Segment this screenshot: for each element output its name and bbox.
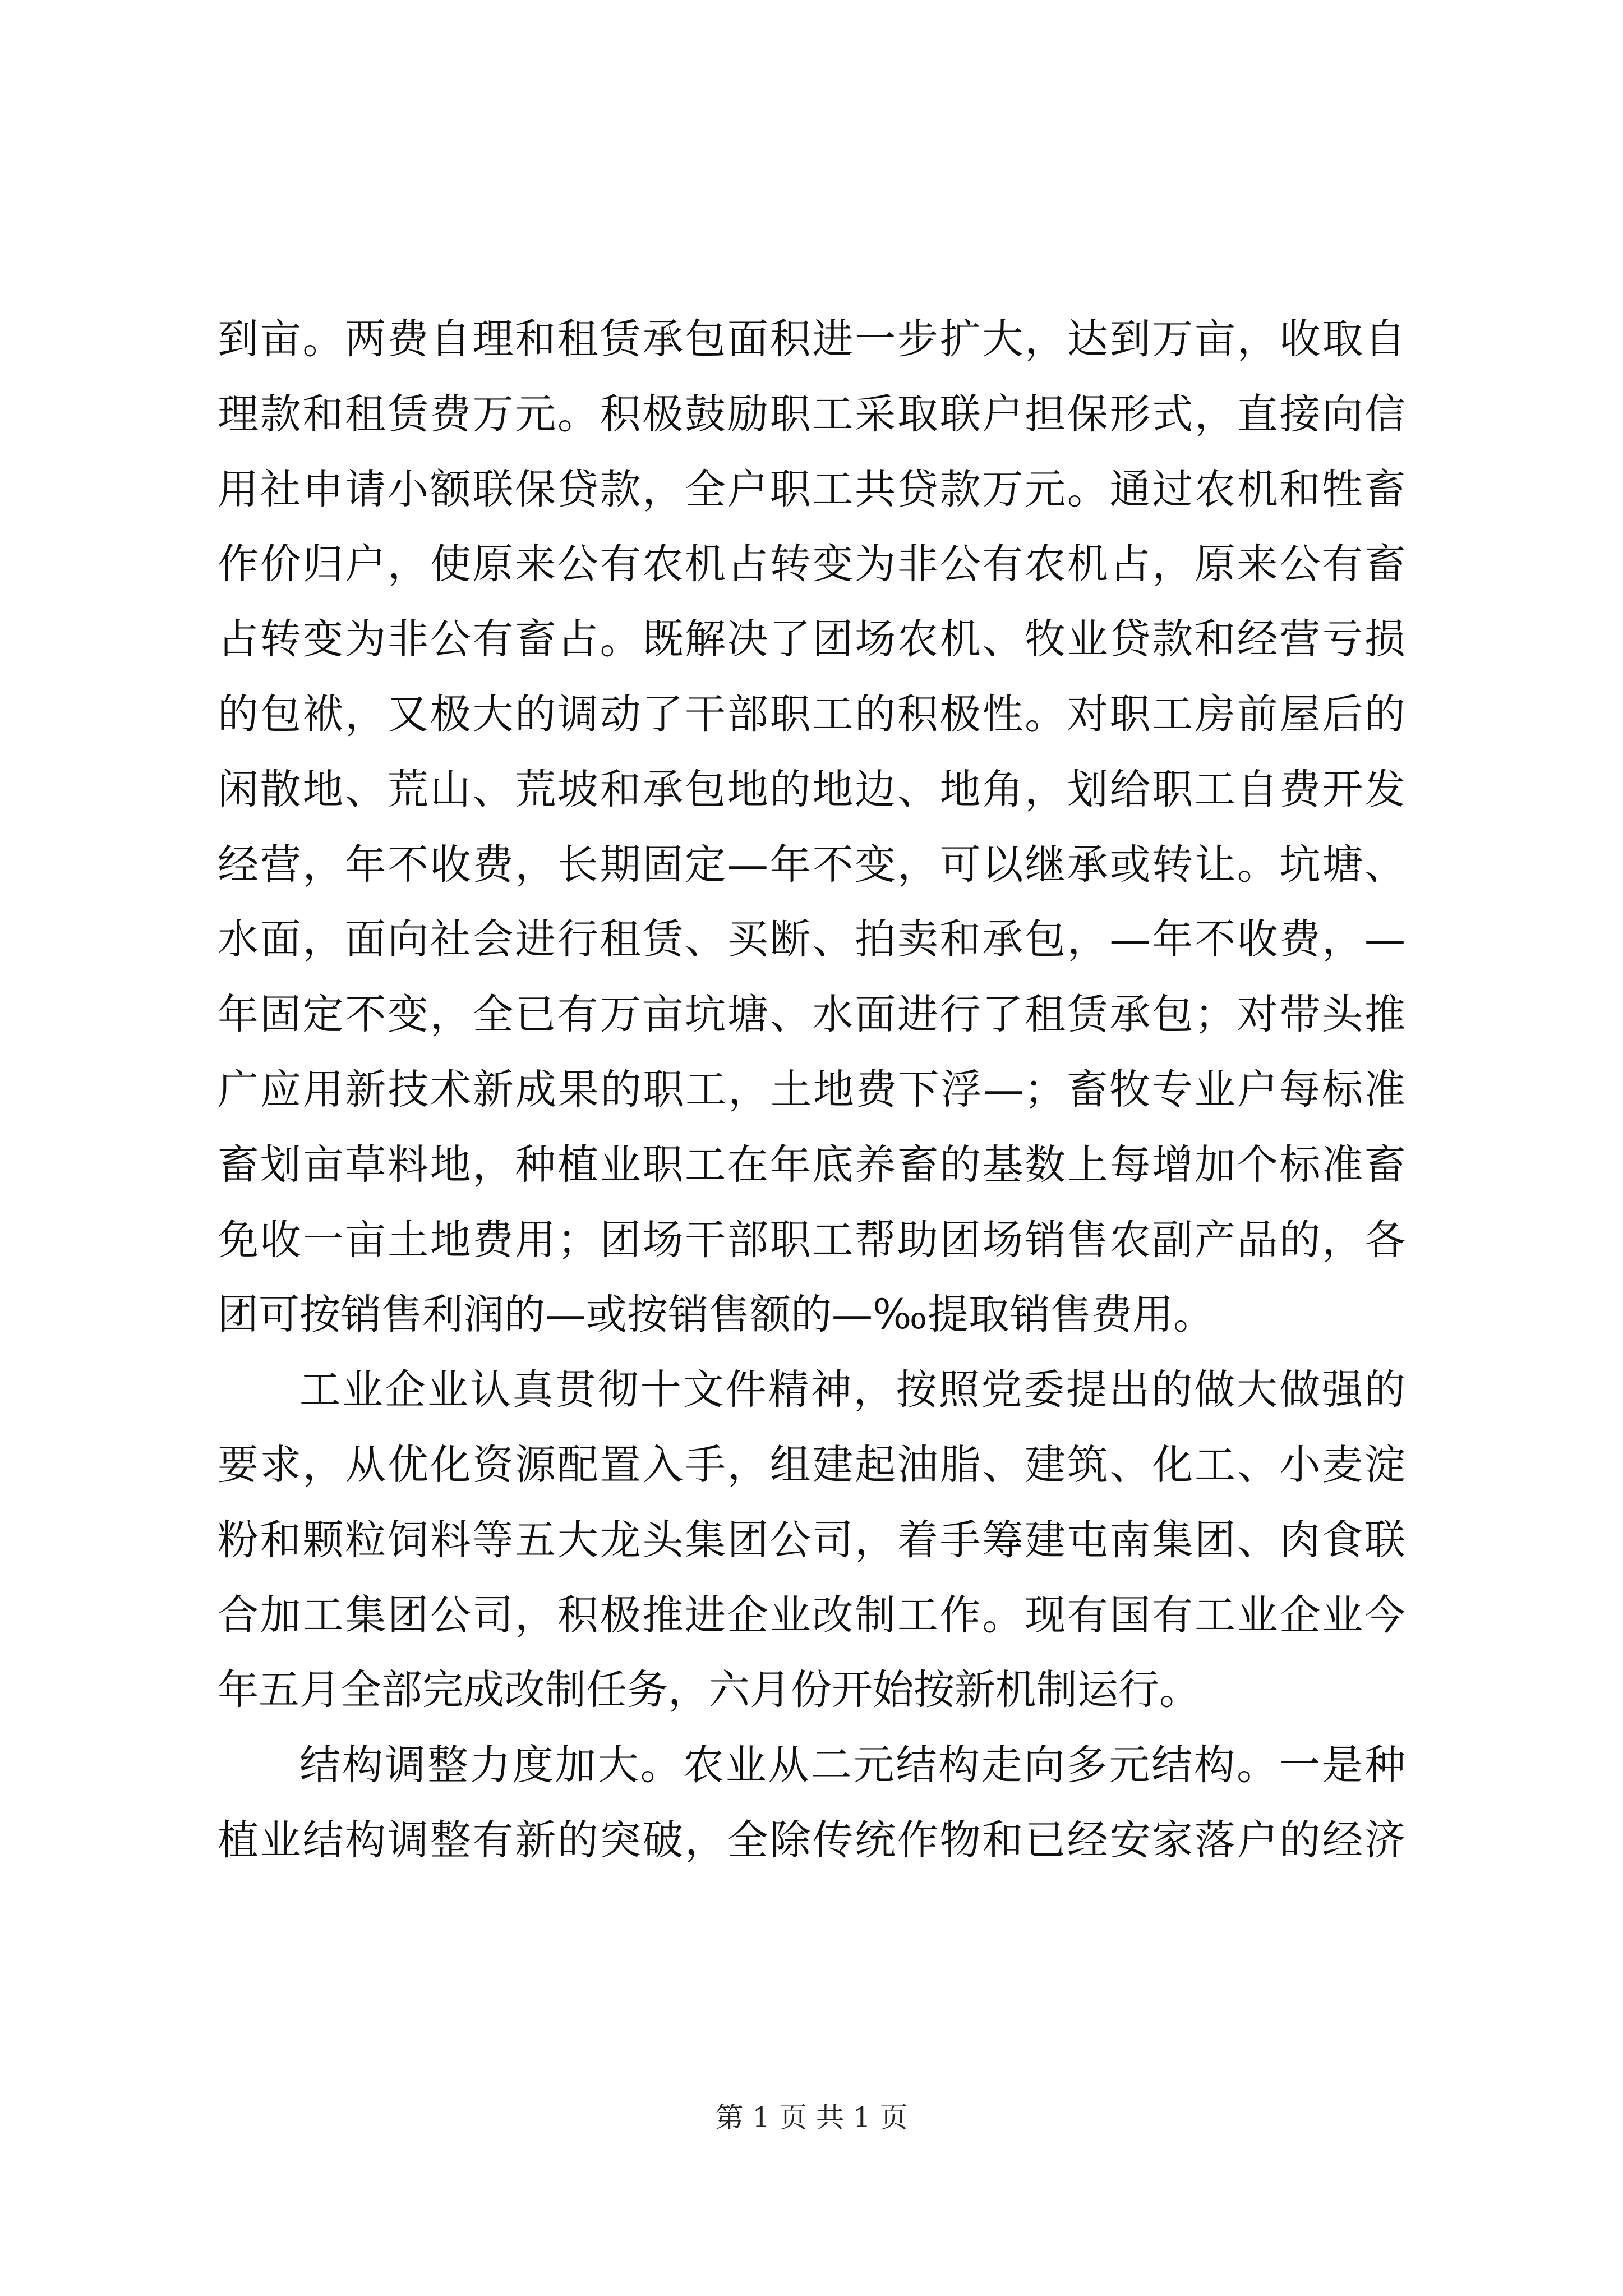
text-line: 经营，年不收费，长期固定—年不变，可以继承或转让。坑塘、 <box>218 840 1405 889</box>
paragraph-first-line: 工业企业认真贯彻十文件精神，按照党委提出的做大做强的 <box>299 1366 1405 1414</box>
text-line: 合加工集团公司，积极推进企业改制工作。现有国有工业企业今 <box>218 1591 1405 1639</box>
text-line: 作价归户，使原来公有农机占转变为非公有农机占，原来公有畜 <box>218 540 1405 588</box>
text-line: 免收一亩土地费用；团场干部职工帮助团场销售农副产品的，各 <box>218 1216 1405 1264</box>
paragraph-first-line: 结构调整力度加大。农业从二元结构走向多元结构。一是种 <box>299 1741 1405 1789</box>
text-line: 广应用新技术新成果的职工，土地费下浮—；畜牧专业户每标准 <box>218 1065 1405 1114</box>
text-line: 畜划亩草料地，种植业职工在年底养畜的基数上每增加个标准畜 <box>218 1140 1405 1189</box>
page-number-footer: 第 1 页 共 1 页 <box>715 2101 908 2134</box>
text-line: 理款和租赁费万元。积极鼓励职工采取联户担保形式，直接向信 <box>218 390 1405 438</box>
text-line: 粉和颗粒饲料等五大龙头集团公司，着手筹建屯南集团、肉食联 <box>218 1516 1405 1564</box>
text-line: 的包袱，又极大的调动了干部职工的积极性。对职工房前屋后的 <box>218 690 1405 738</box>
text-line: 水面，面向社会进行租赁、买断、拍卖和承包，—年不收费，— <box>218 915 1405 964</box>
text-line: 年固定不变，全已有万亩坑塘、水面进行了租赁承包；对带头推 <box>218 991 1405 1039</box>
text-line: 闲散地、荒山、荒坡和承包地的地边、地角，划给职工自费开发 <box>218 765 1405 813</box>
text-line: 占转变为非公有畜占。既解决了团场农机、牧业贷款和经营亏损 <box>218 615 1405 664</box>
text-line: 用社申请小额联保贷款，全户职工共贷款万元。通过农机和牲畜 <box>218 465 1405 513</box>
document-body <box>218 302 1405 1878</box>
text-line: 团可按销售利润的—或按销售额的—‰提取销售费用。 <box>218 1291 1214 1339</box>
text-line: 到亩。两费自理和租赁承包面积进一步扩大，达到万亩，收取自 <box>218 315 1405 363</box>
text-line: 植业结构调整有新的突破，全除传统作物和已经安家落户的经济 <box>218 1816 1405 1864</box>
text-line: 要求，从优化资源配置入手，组建起油脂、建筑、化工、小麦淀 <box>218 1441 1405 1489</box>
text-line: 年五月全部完成改制任务，六月份开始按新机制运行。 <box>218 1666 1200 1714</box>
